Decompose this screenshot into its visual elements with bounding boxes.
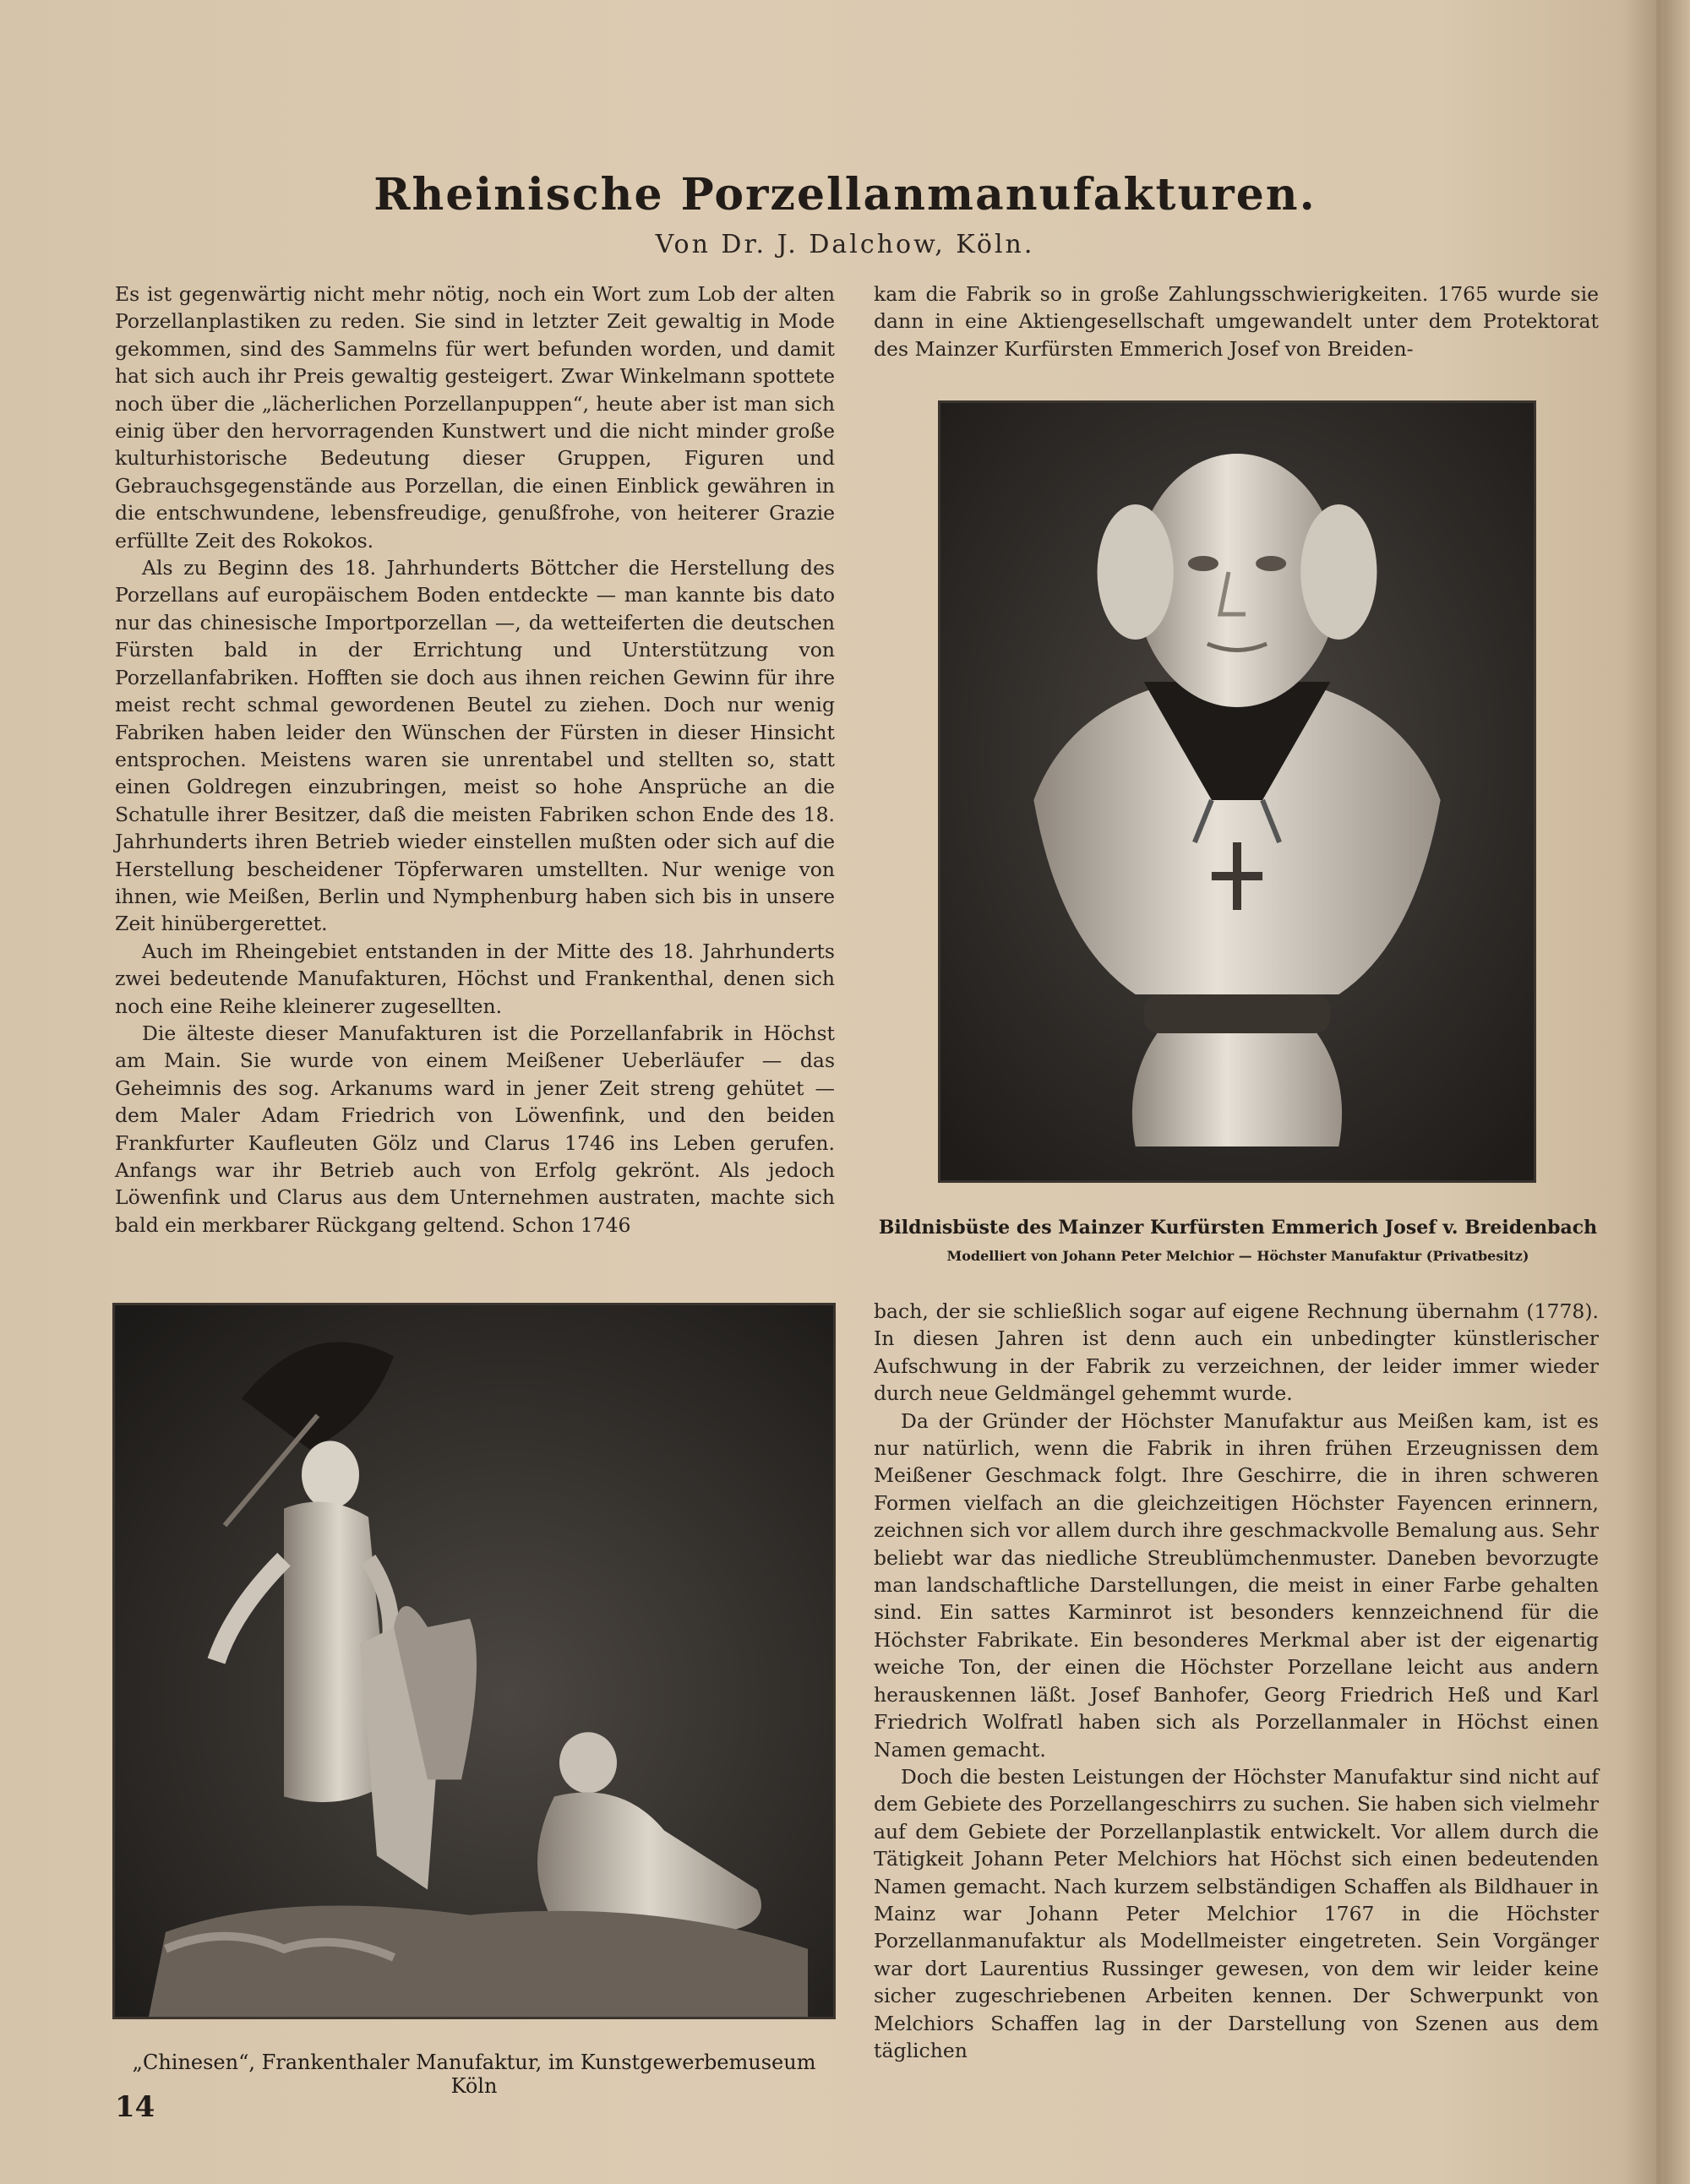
paragraph: Die älteste dieser Manufakturen ist die Porzellanfabrik in Höchst am Main. Sie wurde von einem Meißener Ueberläufer — das Geheimnis des sog. Arkanums ward in jener Zeit streng gehütet — dem Maler Adam Friedrich von Löwenfink, und den beiden Frankfurter Kaufleuten Gölz und Clarus 1746 ins Leben gerufen. Anfangs war ihr Betrieb auch von Erfolg gekrönt. Als jedoch Löwenfink und Clarus aus dem Unternehmen austraten, machte sich bald ein merkbarer Rückgang geltend. Schon 1746 bbox=[115, 1021, 835, 1237]
chinese-figures-photo bbox=[112, 1303, 836, 2019]
paragraph: Da der Gründer der Höchster Manufaktur aus Meißen kam, ist es nur natürlich, wenn die Fabrik in ihren frühen Erzeugnissen dem Meißener Geschmack folgt. Ihre Geschirre, die in ihren schweren Formen vielfach an die gleichzeitigen Höchster Fayencen erinnern, zeichnen sich vor allem durch ihre geschmackvolle Bemalung aus. Sehr beliebt war das niedliche Streublümchenmuster. Daneben bevorzugte man landschaftliche Darstellungen, die meist in einer Farbe gehalten sind. Ein sattes Karminrot ist besonders kennzeichnend für die Höchster Fabrikate. Ein besonderes Merkmal aber ist der eigenartig weiche Ton, der einen die Höchster Porzellane leicht aus andern herauskennen läßt. Josef Banhofer, Georg Friedrich Heß und Karl Friedrich Wolfratl haben sich als Porzellanmaler in Höchst einen Namen gemacht. bbox=[874, 1408, 1599, 1762]
chinese-figures-caption: „Chinesen“, Frankenthaler Manufaktur, im Kunstgewerbemuseum Köln bbox=[132, 2051, 816, 2098]
bust-subcaption: Modelliert von Johann Peter Melchior — Höchster Manufaktur (Privatbesitz) bbox=[946, 1248, 1529, 1264]
paragraph: bach, der sie schließlich sogar auf eigene Rechnung übernahm (1778). In diesen Jahren ist denn auch ein unbedingter künstlerischer Aufschwung in der Fabrik zu verzeichnen, der leider immer wieder durch neue Geldmängel gehemmt wurde. bbox=[874, 1299, 1599, 1406]
paragraph: Es ist gegenwärtig nicht mehr nötig, noch ein Wort zum Lob der alten Porzellanplastiken zu reden. Sie sind in letzter Zeit gewaltig in Mode gekommen, sind des Sammelns für wert befunden worden, und damit hat sich auch ihr Preis gewaltig gesteigert. Zwar Winkelmann spottete noch über die „lächerlichen Porzellanpuppen“, heute aber ist man sich einig über den hervorragenden Kunstwert und die nicht minder große kulturhistorische Bedeutung dieser Gruppen, Figuren und Gebrauchsgegenstände aus Porzellan, die einen Einblick gewähren in die entschwundene, lebensfreudige, genußfrohe, von heiterer Grazie erfüllte Zeit des Rokokos. bbox=[115, 282, 835, 553]
paragraph: Auch im Rheingebiet entstanden in der Mitte des 18. Jahrhunderts zwei bedeutende Manufakturen, Höchst und Frankenthal, denen sich noch eine Reihe kleinerer zugesellten. bbox=[115, 939, 835, 1018]
article-title: Rheinische Porzellanmanufakturen. bbox=[373, 169, 1317, 221]
bust-caption: Bildnisbüste des Mainzer Kurfürsten Emmerich Josef v. Breidenbach bbox=[878, 1217, 1598, 1239]
bust-photo bbox=[938, 400, 1536, 1183]
text-column-left bbox=[115, 280, 835, 1239]
bust-illustration bbox=[940, 403, 1534, 1180]
paragraph: Doch die besten Leistungen der Höchster Manufaktur sind nicht auf dem Gebiete des Porzellangeschirrs zu suchen. Sie haben sich vielmehr auf dem Gebiete der Porzellanplastik entwickelt. Vor allem durch die Tätigkeit Johann Peter Melchiors hat Höchst sich einen bedeutenden Namen gemacht. Nach kurzem selbständigen Schaffen als Bildhauer in Mainz war Johann Peter Melchior 1767 in die Höchster Porzellanmanufaktur als Modellmeister eingetreten. Sein Vorgänger war dort Laurentius Russinger gewesen, von dem wir leider keine sicher zugeschriebenen Arbeiten kennen. Der Schwerpunkt von Melchiors Schaffen lag in der Darstellung von Szenen aus dem täglichen bbox=[874, 1764, 1599, 2062]
page-number: 14 bbox=[115, 2090, 155, 2124]
text-column-right-bottom bbox=[874, 1298, 1599, 2064]
text-column-right-top bbox=[874, 280, 1599, 362]
paragraph: kam die Fabrik so in große Zahlungsschwierigkeiten. 1765 wurde sie dann in eine Aktiengesellschaft umgewandelt unter dem Protektorat des Mainzer Kurfürsten Emmerich Josef von Breiden- bbox=[874, 282, 1599, 361]
page-fold-shadow bbox=[1656, 0, 1661, 2184]
paragraph: Als zu Beginn des 18. Jahrhunderts Böttcher die Herstellung des Porzellans auf europäischem Boden entdeckte — man kannte bis dato nur das chinesische Importporzellan —, da wetteiferten die deutschen Fürsten bald in der Errichtung und Unterstützung von Porzellanfabriken. Hofften sie doch aus ihnen reichen Gewinn für ihre meist recht schmal gewordenen Beutel zu ziehen. Doch nur wenig Fabriken haben leider den Wünschen der Fürsten in dieser Hinsicht entsprochen. Meistens waren sie unrentabel und stellten so, statt einen Goldregen einzubringen, meist so hohe Ansprüche an die Schatulle ihrer Besitzer, daß die meisten Fabriken schon Ende des 18. Jahrhunderts ihren Betrieb wieder einstellen mußten oder sich auf die Herstellung bescheidener Töpferwaren umstellten. Nur wenige von ihnen, wie Meißen, Berlin und Nymphenburg haben sich bis in unsere Zeit hinübergerettet. bbox=[115, 556, 835, 936]
chinese-figures-illustration bbox=[115, 1305, 833, 2017]
article-byline: Von Dr. J. Dalchow, Köln. bbox=[655, 230, 1035, 259]
